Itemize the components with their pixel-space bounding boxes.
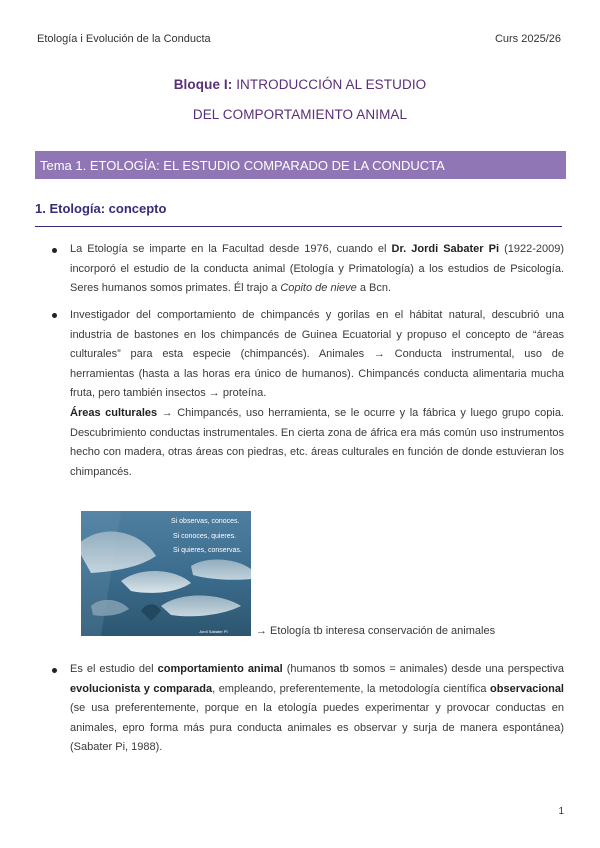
bullet2-paragraph-b — [70, 404, 564, 482]
bullet2-paragraph-a: Investigador del comportamiento de chimpancés y gorilas en el hábitat natural, descubrió una industria de bastones en los chimpancés de Guinea Ecuatorial y propuso el concepto de “áreas culturales” para esta especie (chimpancés). Animales → Conducta instrumental, uso de herramientas (hasta a las horas era único de humanos). Chimpancés conducta alimentaria mucha fruta, pero también insectos → proteína. — [70, 309, 564, 400]
bold-run: evolucionista y comparada — [70, 682, 213, 695]
bullet-dot — [52, 668, 57, 673]
text-run: La Etología se imparte en la Facultad desde 1976, cuando el — [70, 243, 392, 255]
block-title-prefix: Bloque I: — [173, 77, 233, 92]
bullet-dot — [52, 248, 57, 253]
quote-line-1: Si observas, conoces. — [171, 518, 240, 525]
bullet-paragraph-1 — [70, 240, 564, 299]
bullet-paragraph-2 — [70, 306, 564, 482]
text-run: , empleando, preferentemente, la metodología científica — [212, 682, 491, 695]
section-heading: 1. Etología: concepto — [35, 201, 167, 216]
quote-line-2: Si conoces, quieres. — [173, 533, 237, 540]
bullet-dot — [52, 313, 57, 318]
text-run: Es el estudio del — [70, 663, 158, 675]
header-course-name: Etología i Evolución de la Conducta — [37, 33, 211, 45]
bold-run: Dr. Jordi Sabater Pi — [391, 243, 500, 255]
block-title-rest: INTRODUCCIÓN AL ESTUDIO — [232, 77, 427, 92]
text-run: a Bcn. — [356, 282, 392, 295]
header-course-year: Curs 2025/26 — [494, 33, 561, 45]
block-title-line2: DEL COMPORTAMIENTO ANIMAL — [192, 107, 408, 122]
italic-run: Copito de nieve — [280, 282, 357, 295]
text-run: (se usa preferentemente, porque en la etología puedes experimentar y provocar conductas en animales, epro forma más pura conducta animales es observar y surja de manera espontánea)(Sabater Pi, 1988). — [70, 702, 564, 754]
topic-banner: Tema 1. ETOLOGÍA: EL ESTUDIO COMPARADO DE LA CONDUCTA — [35, 151, 566, 179]
bullet-paragraph-3 — [70, 660, 564, 758]
section-divider — [35, 226, 562, 227]
block-title-line1 — [0, 77, 600, 92]
text-run: (humanos tb somos = animales) desde una perspectiva — [282, 663, 564, 675]
photo-credit: Jordi Sabater Pi — [199, 629, 228, 634]
text-run: → Chimpancés, uso herramienta, se le ocurre y la fábrica y luego grupo copia. Descubrimiento conductas instrumentales. En cierta zona de áfrica era más común uso instrumentos hecho con madera, otras áreas con piedras, etc. áreas culturales en función de donde estuvieran los chimpancés. — [70, 406, 564, 478]
text-run: (1922-2009) incorporó el estudio de la conducta animal (Etología y Primatología) a los estudios de Psicología. Seres humanos somos primates. Él trajo a — [70, 243, 564, 295]
image-caption: → Etología tb interesa conservación de animales — [256, 625, 496, 637]
dolphins-photo — [81, 511, 251, 636]
bold-run: Áreas culturales — [70, 406, 158, 419]
page-number: 1 — [558, 806, 564, 817]
quote-line-3: Si quieres, conservas. — [173, 547, 242, 554]
bold-run: comportamiento animal — [157, 663, 283, 675]
bold-run: observacional — [490, 682, 564, 695]
